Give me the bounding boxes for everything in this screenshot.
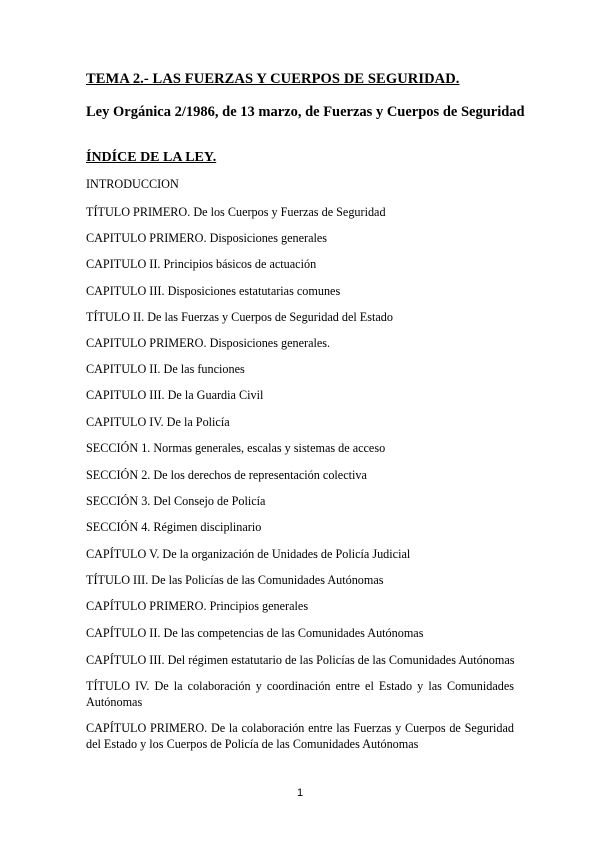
index-entry: CAPITULO PRIMERO. Disposiciones generales. xyxy=(86,336,331,350)
index-entry: CAPITULO PRIMERO. Disposiciones generales xyxy=(86,231,328,245)
index-entry: TÍTULO PRIMERO. De los Cuerpos y Fuerzas de Seguridad xyxy=(86,205,386,219)
index-entry: CAPÍTULO V. De la organización de Unidades de Policía Judicial xyxy=(86,547,411,561)
index-entry: CAPÍTULO PRIMERO. De la colaboración entre las Fuerzas y Cuerpos de Seguridad del Estado y los Cuerpos de Policía de las Comunidades Autónomas xyxy=(86,721,514,751)
index-entry: CAPITULO III. De la Guardia Civil xyxy=(86,388,264,402)
index-entry: CAPÍTULO III. Del régimen estatutario de las Policías de las Comunidades Autónomas xyxy=(86,653,515,667)
index-entry: SECCIÓN 4. Régimen disciplinario xyxy=(86,520,262,534)
document-subtitle: Ley Orgánica 2/1986, de 13 marzo, de Fuerzas y Cuerpos de Seguridad xyxy=(86,104,525,120)
index-heading: ÍNDÍCE DE LA LEY. xyxy=(86,150,217,165)
document-title: TEMA 2.- LAS FUERZAS Y CUERPOS DE SEGURIDAD. xyxy=(86,71,460,87)
index-entry: TÍTULO IV. De la colaboración y coordinación entre el Estado y las Comunidades Autónomas xyxy=(86,679,514,709)
index-entry: CAPITULO IV. De la Policía xyxy=(86,415,230,429)
index-entry: CAPITULO II. De las funciones xyxy=(86,362,245,376)
index-entry: CAPITULO II. Principios básicos de actuación xyxy=(86,257,317,271)
index-entry: TÍTULO II. De las Fuerzas y Cuerpos de Seguridad del Estado xyxy=(86,310,393,324)
index-entry: CAPÍTULO PRIMERO. Principios generales xyxy=(86,599,309,613)
page-number: 1 xyxy=(296,787,304,799)
index-entry: TÍTULO III. De las Policías de las Comunidades Autónomas xyxy=(86,573,384,587)
index-entry: SECCIÓN 2. De los derechos de representación colectiva xyxy=(86,468,367,482)
index-entry: INTRODUCCION xyxy=(86,177,179,191)
index-entry: CAPITULO III. Disposiciones estatutarias comunes xyxy=(86,284,341,298)
index-entry: SECCIÓN 1. Normas generales, escalas y sistemas de acceso xyxy=(86,441,386,455)
index-entry: SECCIÓN 3. Del Consejo de Policía xyxy=(86,494,266,508)
index-entry: CAPÍTULO II. De las competencias de las Comunidades Autónomas xyxy=(86,626,424,640)
